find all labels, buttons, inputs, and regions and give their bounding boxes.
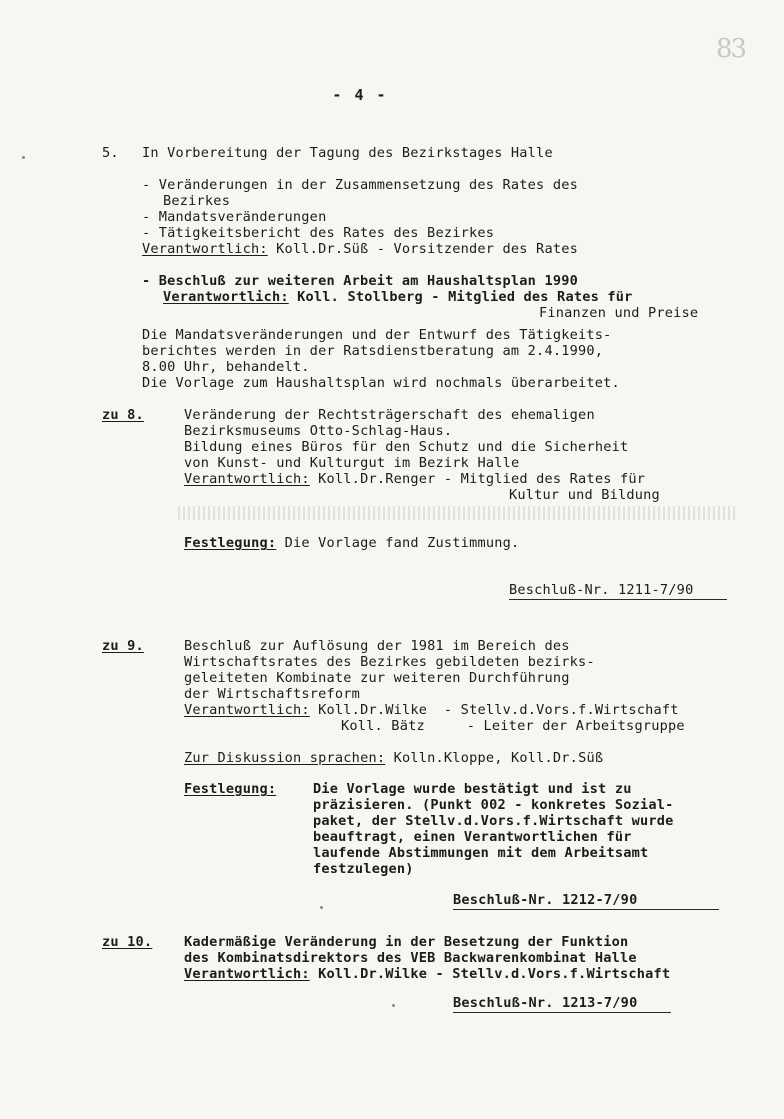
zu9-beschluss: Beschluß-Nr. 1212-7/90 bbox=[453, 892, 638, 908]
zu9-festlegung-line-6: festzulegen) bbox=[313, 861, 414, 877]
responsible-label: Verantwortlich: bbox=[184, 966, 310, 982]
zu8-line-2: Bezirksmuseums Otto-Schlag-Haus. bbox=[184, 423, 453, 439]
item5-bullet-2: - Mandatsveränderungen bbox=[142, 209, 327, 225]
beschluss-underline bbox=[509, 599, 727, 600]
zu9-festlegung-line-2: präzisieren. (Punkt 002 - konkretes Sozial- bbox=[313, 797, 674, 813]
zu8-festlegung bbox=[184, 535, 519, 551]
zu10-line-1: Kadermäßige Veränderung in der Besetzung der Funktion bbox=[184, 934, 629, 950]
handwritten-page-number: 83 bbox=[716, 34, 746, 64]
zu9-festlegung-line-3: paket, der Stellv.d.Vors.f.Wirtschaft wurde bbox=[313, 813, 674, 829]
item5-responsible-2 bbox=[163, 289, 633, 305]
scan-artifact bbox=[178, 506, 738, 520]
zu9-line-3: geleiteten Kombinate zur weiteren Durchführung bbox=[184, 670, 570, 686]
responsible-label: Verantwortlich: bbox=[142, 241, 268, 257]
responsible-text: Koll.Dr.Wilke - Stellv.d.Vors.f.Wirtschaft bbox=[309, 966, 671, 982]
page-number: - 4 - bbox=[332, 86, 388, 104]
beschluss-underline bbox=[453, 1012, 671, 1013]
zu10-beschluss: Beschluß-Nr. 1213-7/90 bbox=[453, 995, 638, 1011]
zu9-festlegung-label: Festlegung: bbox=[184, 781, 277, 797]
zu9-responsible bbox=[184, 702, 679, 718]
zu9-festlegung-line-5: laufende Abstimmungen mit dem Arbeitsamt bbox=[313, 845, 649, 861]
item-label-zu10: zu 10. bbox=[102, 934, 153, 950]
item-number-5: 5. bbox=[102, 145, 119, 161]
zu8-beschluss: Beschluß-Nr. 1211-7/90 bbox=[509, 582, 694, 598]
festlegung-label: Festlegung: bbox=[184, 535, 277, 551]
responsible-text: Koll. Stollberg - Mitglied des Rates für bbox=[288, 289, 633, 305]
zu9-line-2: Wirtschaftsrates des Bezirkes gebildeten bezirks- bbox=[184, 654, 595, 670]
zu8-line-1: Veränderung der Rechtsträgerschaft des ehemaligen bbox=[184, 407, 595, 423]
item-label-zu9: zu 9. bbox=[102, 638, 144, 654]
item5-note-2: berichtes werden in der Ratsdienstberatung am 2.4.1990, bbox=[142, 343, 604, 359]
item5-bullet-1-cont: Bezirkes bbox=[163, 193, 231, 209]
zu9-festlegung-line-1: Die Vorlage wurde bestätigt und ist zu bbox=[313, 781, 632, 797]
zu9-discussion bbox=[184, 750, 603, 766]
scan-speck bbox=[22, 156, 25, 159]
zu10-line-2: des Kombinatsdirektors des VEB Backwarenkombinat Halle bbox=[184, 950, 637, 966]
item5-bullet-1: - Veränderungen in der Zusammensetzung des Rates des bbox=[142, 177, 578, 193]
beschluss-underline bbox=[453, 909, 719, 910]
item5-title: In Vorbereitung der Tagung des Bezirkstages Halle bbox=[142, 145, 553, 161]
responsible-label: Verantwortlich: bbox=[184, 471, 310, 487]
responsible-text: Koll.Dr.Wilke - Stellv.d.Vors.f.Wirtschaft bbox=[309, 702, 679, 718]
zu8-line-3: Bildung eines Büros für den Schutz und die Sicherheit bbox=[184, 439, 629, 455]
scan-speck bbox=[320, 906, 323, 909]
item5-note-3: 8.00 Uhr, behandelt. bbox=[142, 359, 310, 375]
item5-bullet-3: - Tätigkeitsbericht des Rates des Bezirkes bbox=[142, 225, 495, 241]
responsible-text: Koll.Dr.Süß - Vorsitzender des Rates bbox=[267, 241, 578, 257]
responsible-label: Verantwortlich: bbox=[184, 702, 310, 718]
zu9-line-4: der Wirtschaftsreform bbox=[184, 686, 361, 702]
item5-responsible-2-cont: Finanzen und Preise bbox=[539, 305, 699, 321]
zu8-responsible bbox=[184, 471, 645, 487]
item-label-zu8: zu 8. bbox=[102, 407, 144, 423]
responsible-label: Verantwortlich: bbox=[163, 289, 289, 305]
item5-note-4: Die Vorlage zum Haushaltsplan wird nochmals überarbeitet. bbox=[142, 375, 620, 391]
zu9-line-1: Beschluß zur Auflösung der 1981 im Bereich des bbox=[184, 638, 570, 654]
zu8-line-4: von Kunst- und Kulturgut im Bezirk Halle bbox=[184, 455, 520, 471]
scan-speck bbox=[392, 1004, 395, 1007]
item5-bullet-4: - Beschluß zur weiteren Arbeit am Haushaltsplan 1990 bbox=[142, 273, 578, 289]
discussion-text: Kolln.Kloppe, Koll.Dr.Süß bbox=[385, 750, 604, 766]
zu9-festlegung-line-4: beauftragt, einen Verantwortlichen für bbox=[313, 829, 632, 845]
zu8-responsible-cont: Kultur und Bildung bbox=[509, 487, 660, 503]
zu9-responsible-cont: Koll. Bätz - Leiter der Arbeitsgruppe bbox=[341, 718, 685, 734]
item5-note-1: Die Mandatsveränderungen und der Entwurf des Tätigkeits- bbox=[142, 327, 612, 343]
zu10-responsible bbox=[184, 966, 670, 982]
discussion-label: Zur Diskussion sprachen: bbox=[184, 750, 386, 766]
festlegung-text: Die Vorlage fand Zustimmung. bbox=[276, 535, 520, 551]
responsible-text: Koll.Dr.Renger - Mitglied des Rates für bbox=[309, 471, 646, 487]
item5-responsible-1 bbox=[142, 241, 578, 257]
